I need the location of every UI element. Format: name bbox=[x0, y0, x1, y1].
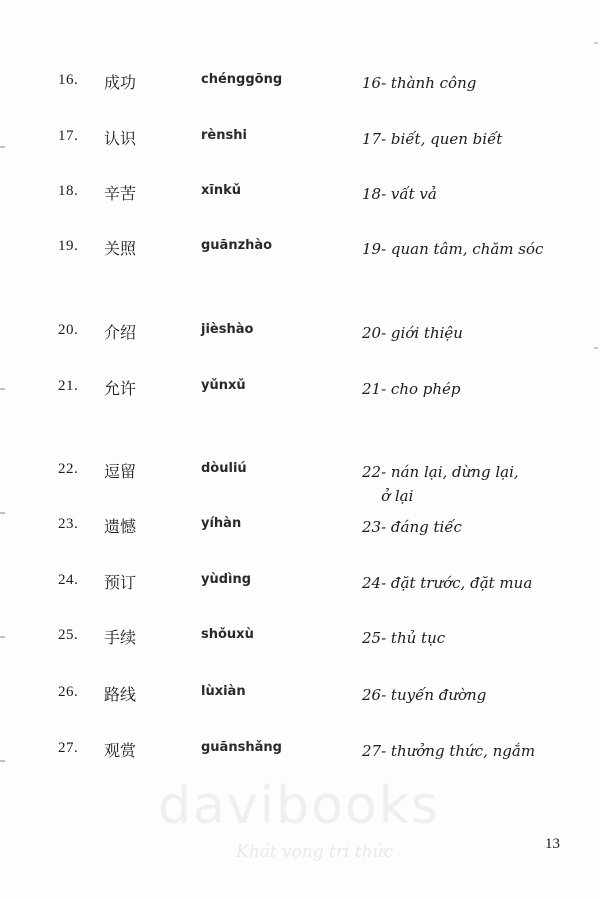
entry-translation: 19- quan tâm, chăm sóc bbox=[362, 240, 544, 258]
vocab-row bbox=[0, 128, 600, 158]
entry-hanzi: 逗留 bbox=[104, 462, 137, 481]
entry-translation: 16- thành công bbox=[362, 74, 477, 92]
entry-pinyin: lùxiàn bbox=[201, 684, 246, 699]
entry-translation: 26- tuyến đường bbox=[362, 686, 487, 704]
entry-pinyin: rènshi bbox=[201, 128, 247, 143]
vocab-row bbox=[0, 684, 600, 714]
scan-edge-mark bbox=[0, 146, 5, 148]
entry-number: 22. bbox=[58, 461, 79, 477]
entry-hanzi: 手续 bbox=[104, 628, 137, 647]
entry-translation: 24- đặt trước, đặt mua bbox=[362, 574, 533, 592]
entry-pinyin: dòuliú bbox=[201, 461, 247, 476]
entry-pinyin: guānzhào bbox=[201, 238, 273, 253]
entry-pinyin: xīnkǔ bbox=[201, 183, 241, 198]
scan-edge-mark bbox=[0, 512, 5, 514]
entry-hanzi: 预订 bbox=[104, 573, 137, 592]
entry-pinyin: jièshào bbox=[201, 322, 254, 337]
entry-pinyin: guānshǎng bbox=[201, 740, 282, 755]
scan-edge-mark bbox=[0, 636, 5, 638]
entry-hanzi: 认识 bbox=[104, 129, 137, 148]
entry-translation: 21- cho phép bbox=[362, 380, 461, 398]
entry-number: 25. bbox=[58, 627, 79, 643]
entry-number: 17. bbox=[58, 128, 79, 144]
entry-hanzi: 介绍 bbox=[104, 323, 137, 342]
entry-number: 24. bbox=[58, 572, 79, 588]
entry-pinyin: yǔnxǔ bbox=[201, 378, 246, 393]
entry-number: 19. bbox=[58, 238, 79, 254]
scan-edge-mark bbox=[0, 760, 5, 762]
vocab-row bbox=[0, 627, 600, 657]
vocab-row bbox=[0, 238, 600, 268]
entry-pinyin: yùdìng bbox=[201, 572, 252, 587]
entry-hanzi: 遗憾 bbox=[104, 517, 137, 536]
watermark-logo: davibooks bbox=[158, 776, 440, 836]
entry-number: 27. bbox=[58, 740, 79, 756]
scan-edge-mark bbox=[594, 347, 598, 349]
entry-pinyin: yíhàn bbox=[201, 516, 242, 531]
entry-pinyin: shǒuxù bbox=[201, 627, 254, 642]
entry-pinyin: chénggōng bbox=[201, 72, 283, 87]
entry-translation: 23- đáng tiếc bbox=[362, 518, 462, 536]
entry-hanzi: 辛苦 bbox=[104, 184, 137, 203]
entry-translation: 25- thủ tục bbox=[362, 629, 446, 647]
entry-hanzi: 路线 bbox=[104, 685, 137, 704]
vocab-row bbox=[0, 72, 600, 102]
scan-edge-mark bbox=[594, 42, 598, 44]
entry-translation: 22- nán lại, dừng lại, ở lại bbox=[362, 463, 519, 505]
vocab-row bbox=[0, 183, 600, 213]
entry-hanzi: 观赏 bbox=[104, 741, 137, 760]
entry-translation: 27- thưởng thức, ngắm bbox=[362, 742, 536, 760]
page-number: 13 bbox=[545, 836, 560, 852]
vocab-row bbox=[0, 572, 600, 602]
watermark-tagline: Khát vọng tri thức bbox=[236, 842, 394, 862]
entry-translation: 20- giới thiệu bbox=[362, 324, 463, 342]
vocab-row bbox=[0, 322, 600, 352]
vocab-row bbox=[0, 740, 600, 770]
entry-translation: 18- vất vả bbox=[362, 185, 437, 203]
vocab-row bbox=[0, 516, 600, 546]
entry-number: 16. bbox=[58, 72, 79, 88]
entry-number: 20. bbox=[58, 322, 79, 338]
entry-number: 18. bbox=[58, 183, 79, 199]
entry-number: 21. bbox=[58, 378, 79, 394]
entry-number: 26. bbox=[58, 684, 79, 700]
entry-number: 23. bbox=[58, 516, 79, 532]
entry-hanzi: 允许 bbox=[104, 379, 137, 398]
vocab-row bbox=[0, 461, 600, 505]
entry-hanzi: 成功 bbox=[104, 73, 137, 92]
entry-hanzi: 关照 bbox=[104, 239, 137, 258]
vocab-row bbox=[0, 378, 600, 408]
scan-edge-mark bbox=[0, 388, 5, 390]
entry-translation: 17- biết, quen biết bbox=[362, 130, 503, 148]
